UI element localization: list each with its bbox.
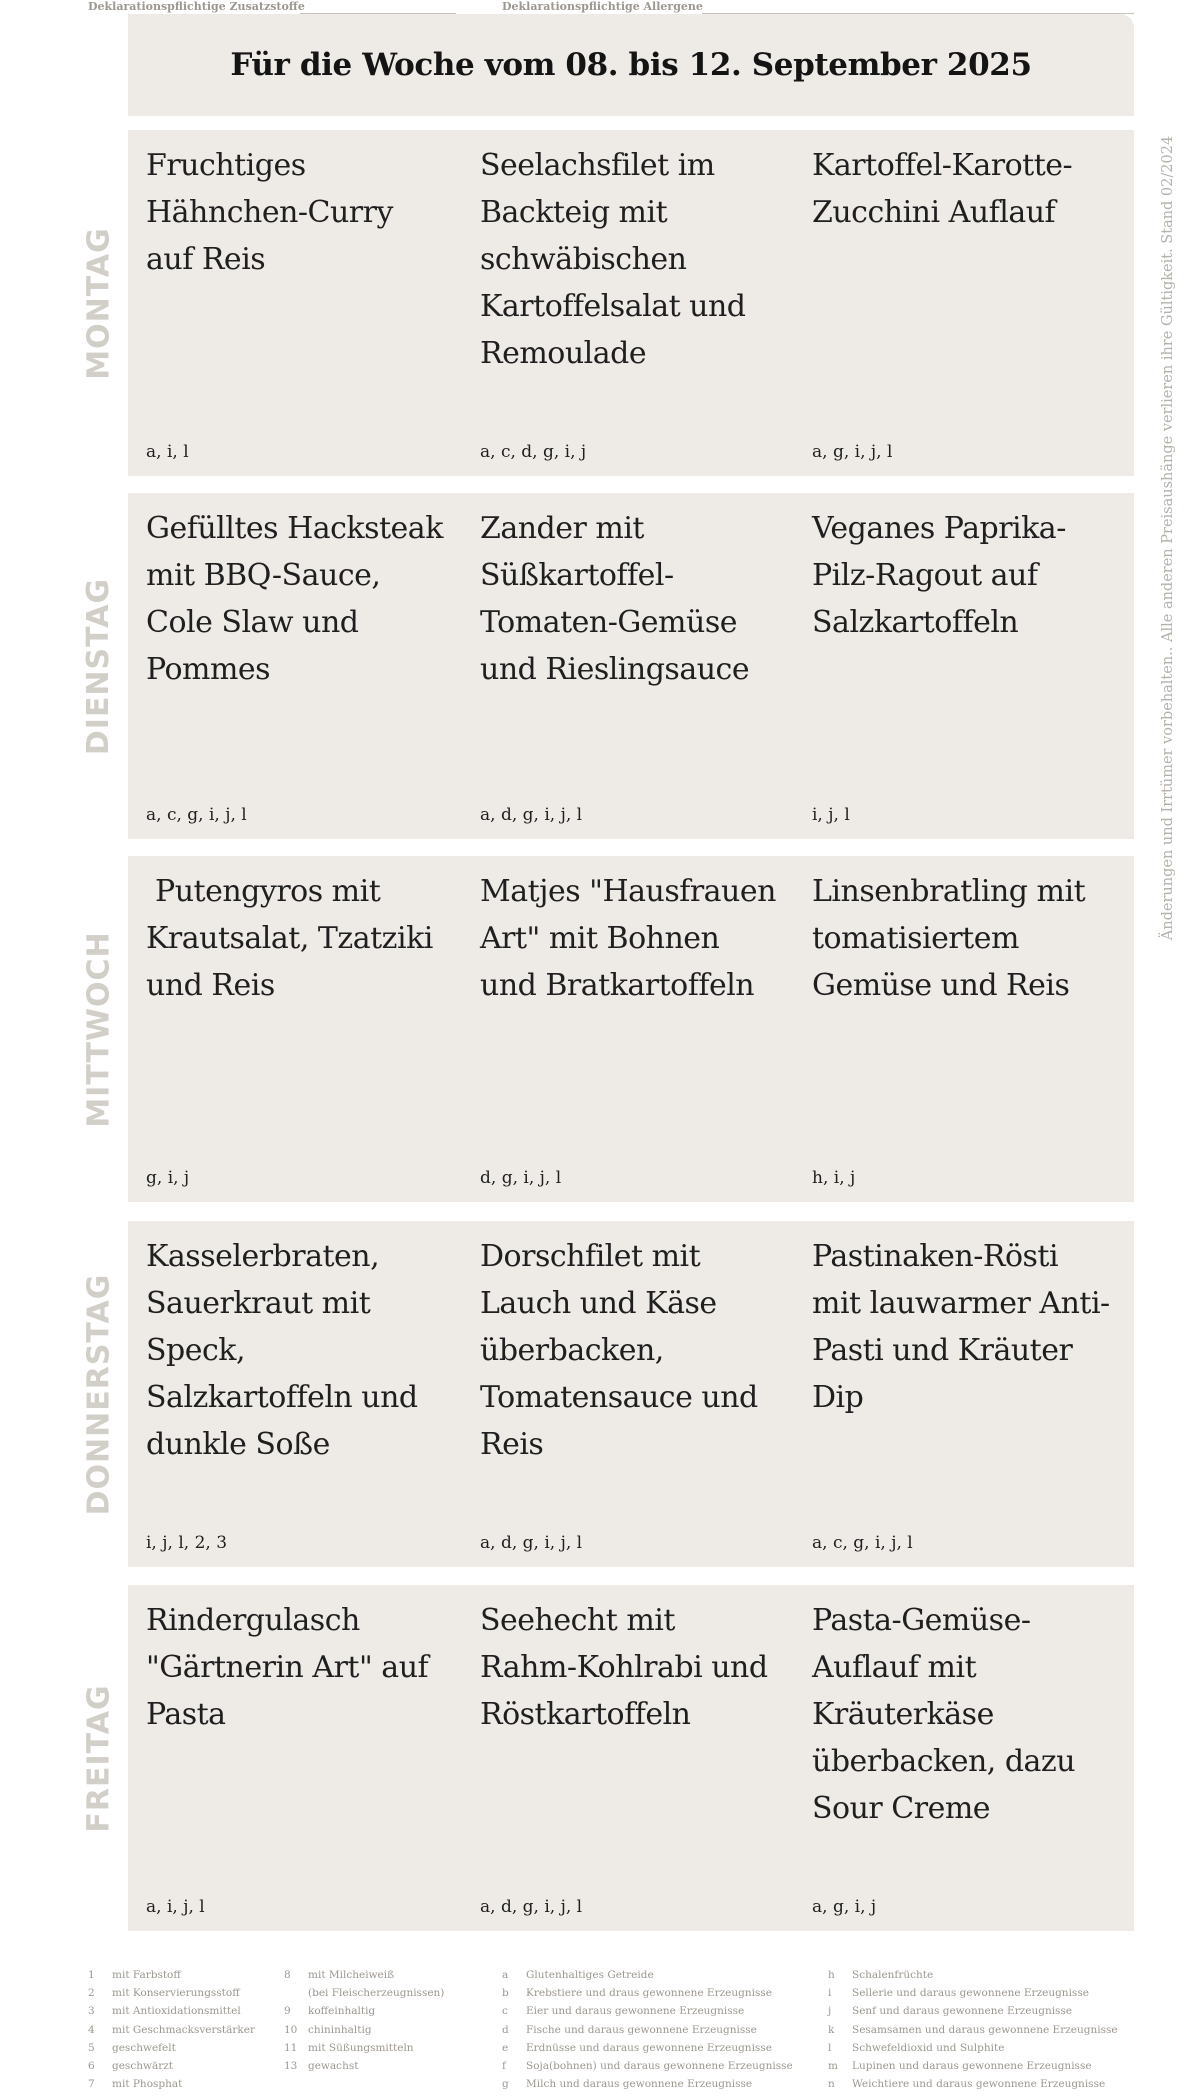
- dish-allergen-codes: a, g, i, j, l: [812, 442, 893, 462]
- dish-name: Matjes "Hausfrauen Art" mit Bohnen und Bratkartoffeln: [480, 874, 776, 1003]
- dish-cell: [794, 493, 1134, 839]
- dish-name: Kasselerbraten, Sauerkraut mit Speck, Salzkartoffeln und dunkle Soße: [146, 1239, 418, 1462]
- dish-cell: [794, 1585, 1134, 1931]
- legend-text: mit Antioxidationsmittel: [112, 2005, 241, 2018]
- day-label-text: MONTAG: [81, 226, 117, 380]
- legend-key: 1: [88, 1969, 95, 1981]
- legend-text: gewachst: [308, 2060, 359, 2072]
- day-row-montag: [81, 130, 1134, 476]
- legend-text: mit Süßungsmitteln: [308, 2041, 414, 2054]
- legend-divider: [300, 13, 456, 14]
- dish-allergen-codes: i, j, l: [812, 805, 850, 825]
- legend-key: 4: [88, 2023, 95, 2036]
- dish-allergen-codes: d, g, i, j, l: [480, 1168, 562, 1188]
- legend-key: 10: [284, 2023, 298, 2036]
- dish-name: Seelachsfilet im Backteig mit schwäbischen Kartoffelsalat und Remoulade: [480, 148, 746, 371]
- dish-cell: [128, 1221, 460, 1567]
- dish-cell: [128, 1585, 460, 1931]
- legend-divider: [702, 13, 1134, 14]
- day-label: [70, 1585, 128, 1931]
- legend-key: 11: [284, 2041, 298, 2054]
- dish-cell: [462, 856, 794, 1202]
- dish-name: Pastinaken-Rösti mit lauwarmer Anti-Pasti und Kräuter Dip: [812, 1239, 1110, 1415]
- legend-key: j: [828, 2005, 832, 2018]
- dish-name: Seehecht mit Rahm-Kohlrabi und Röstkartoffeln: [480, 1603, 768, 1732]
- dish-cell: [128, 130, 460, 476]
- legend-text: Soja(bohnen) und daraus gewonnene Erzeugnisse: [526, 2060, 793, 2072]
- legend-text: Sesamsamen und daraus gewonnene Erzeugnisse: [852, 2023, 1118, 2036]
- legend-text: Glutenhaltiges Getreide: [526, 1969, 654, 1981]
- legend-text: geschwärzt: [112, 2060, 173, 2072]
- dish-cell: [462, 1221, 794, 1567]
- legend-text: Schalenfrüchte: [852, 1969, 934, 1981]
- legend-text: Milch und daraus gewonnene Erzeugnisse: [526, 2078, 753, 2091]
- allergens-title: Deklarationspflichtige Allergene: [502, 0, 703, 13]
- day-label-text: FREITAG: [81, 1683, 117, 1833]
- dish-allergen-codes: a, g, i, j: [812, 1897, 877, 1917]
- legend-text: Senf und daraus gewonnene Erzeugnisse: [852, 2005, 1073, 2018]
- dish-cell: [462, 1585, 794, 1931]
- dish-cell: [794, 856, 1134, 1202]
- additives-title: Deklarationspflichtige Zusatzstoffe: [88, 0, 305, 13]
- day-label: [70, 856, 128, 1202]
- legend-text: mit Phosphat: [112, 2078, 183, 2091]
- legend-text: mit Geschmacksverstärker: [112, 2023, 256, 2036]
- legend-text: Fische und daraus gewonnene Erzeugnisse: [526, 2023, 757, 2036]
- legend-key: f: [502, 2060, 506, 2072]
- dish-cell: [128, 856, 460, 1202]
- day-label-text: DONNERSTAG: [81, 1273, 117, 1515]
- legend-key: h: [828, 1969, 835, 1981]
- legend-key: g: [502, 2078, 509, 2091]
- legend-text: geschwefelt: [112, 2041, 176, 2054]
- legend-text: mit Konservierungsstoff: [112, 1987, 240, 2000]
- legend-key: 3: [88, 2005, 95, 2018]
- dish-allergen-codes: g, i, j: [146, 1168, 190, 1188]
- dish-name: Dorschfilet mit Lauch und Käse überbacken, Tomatensauce und Reis: [480, 1239, 758, 1462]
- dish-name: Zander mit Süßkartoffel-Tomaten-Gemüse und Rieslingsauce: [480, 511, 750, 687]
- legend-text: mit Farbstoff: [112, 1969, 181, 1981]
- legend-key: e: [502, 2041, 509, 2054]
- dish-allergen-codes: a, d, g, i, j, l: [480, 805, 583, 825]
- legend-key: n: [828, 2078, 835, 2091]
- legend-key: 7: [88, 2078, 95, 2091]
- legend-key: l: [828, 2041, 832, 2054]
- dish-name: Kartoffel-Karotte-Zucchini Auflauf: [812, 148, 1073, 230]
- dish-name: Fruchtiges Hähnchen-Curry auf Reis: [146, 148, 393, 277]
- dish-name: Veganes Paprika-Pilz-Ragout auf Salzkartoffeln: [812, 511, 1066, 640]
- dish-cell: [462, 130, 794, 476]
- legend-key: 8: [284, 1969, 291, 1981]
- legend-key: m: [828, 2060, 838, 2072]
- dish-cell: [128, 493, 460, 839]
- legend-text: koffeinhaltig: [308, 2005, 376, 2018]
- dish-cell: [794, 130, 1134, 476]
- dish-name: Pasta-Gemüse-Auflauf mit Kräuterkäse überbacken, dazu Sour Creme: [812, 1603, 1076, 1826]
- legend-key: 9: [284, 2005, 291, 2018]
- day-row-donnerstag: [81, 1221, 1134, 1567]
- legend-text: chininhaltig: [308, 2023, 372, 2036]
- day-label: [70, 493, 128, 839]
- dish-allergen-codes: a, d, g, i, j, l: [480, 1897, 583, 1917]
- day-row-dienstag: [81, 493, 1134, 839]
- dish-cell: [794, 1221, 1134, 1567]
- legend-text: mit Milcheiweiß: [308, 1969, 395, 1981]
- dish-name: Putengyros mit Krautsalat, Tzatziki und Reis: [146, 874, 442, 1003]
- legend-key: k: [828, 2023, 835, 2036]
- legend-text: Eier und daraus gewonnene Erzeugnisse: [526, 2005, 745, 2018]
- day-label: [70, 1221, 128, 1567]
- dish-allergen-codes: a, i, l: [146, 442, 189, 462]
- legend-key: i: [828, 1987, 832, 2000]
- day-label: [70, 130, 128, 476]
- dish-allergen-codes: a, c, d, g, i, j: [480, 442, 587, 462]
- legend-text: Krebstiere und draus gewonnene Erzeugnisse: [526, 1987, 772, 2000]
- dish-allergen-codes: h, i, j: [812, 1168, 856, 1188]
- legend-key: 2: [88, 1987, 95, 2000]
- dish-allergen-codes: a, c, g, i, j, l: [812, 1533, 913, 1553]
- day-row-freitag: [81, 1585, 1134, 1931]
- dish-name: Linsenbratling mit tomatisiertem Gemüse und Reis: [812, 874, 1086, 1003]
- dish-name: Gefülltes Hacksteak mit BBQ-Sauce, Cole Slaw und Pommes: [146, 511, 443, 687]
- dish-allergen-codes: a, d, g, i, j, l: [480, 1533, 583, 1553]
- legend-key: 5: [88, 2041, 95, 2054]
- legend-text: Lupinen und daraus gewonnene Erzeugnisse: [852, 2060, 1092, 2072]
- legend-key: c: [502, 2005, 508, 2018]
- legend-text: Schwefeldioxid und Sulphite: [852, 2041, 1005, 2054]
- day-row-mittwoch: [81, 856, 1134, 1202]
- dish-allergen-codes: a, i, j, l: [146, 1897, 205, 1917]
- legend-key: 13: [284, 2060, 298, 2072]
- side-disclaimer: [1160, 125, 1176, 955]
- day-label-text: MITTWOCH: [81, 930, 117, 1128]
- page-title: Für die Woche vom 08. bis 12. September 2025: [230, 47, 1032, 83]
- legend-text: (bei Fleischerzeugnissen): [308, 1987, 445, 2000]
- legend-text: Erdnüsse und daraus gewonnene Erzeugnisse: [526, 2041, 772, 2054]
- dish-allergen-codes: a, c, g, i, j, l: [146, 805, 247, 825]
- dish-cell: [462, 493, 794, 839]
- legend-text: Sellerie und daraus gewonnene Erzeugnisse: [852, 1987, 1089, 2000]
- menu-header: [128, 14, 1134, 116]
- day-label-text: DIENSTAG: [81, 577, 117, 755]
- disclaimer-text: Änderungen und Irrtümer vorbehalten.. Alle anderen Preisaushänge verlieren ihre Gültigkeit. Stand 02/2024: [1160, 135, 1176, 941]
- legend-text: Weichtiere und daraus gewonnene Erzeugnisse: [852, 2078, 1106, 2091]
- legend-key: d: [502, 2023, 509, 2036]
- legend-key: a: [502, 1969, 509, 1981]
- legend-key: b: [502, 1987, 509, 2000]
- legend-key: 6: [88, 2060, 95, 2072]
- dish-allergen-codes: i, j, l, 2, 3: [146, 1533, 228, 1553]
- dish-name: Rindergulasch "Gärtnerin Art" auf Pasta: [146, 1603, 429, 1732]
